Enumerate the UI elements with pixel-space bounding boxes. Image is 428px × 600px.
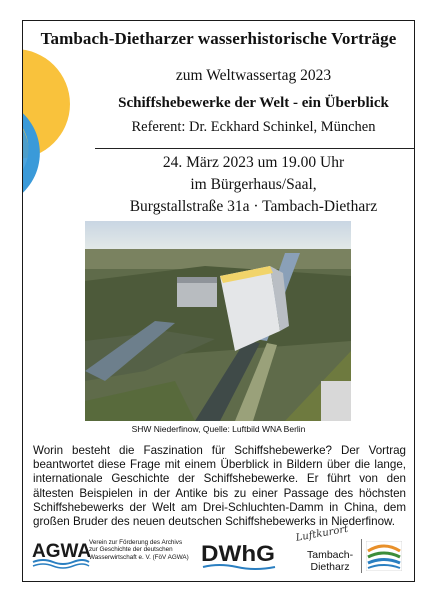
town-line-2: Dietharz [310, 561, 350, 573]
photo-caption: SHW Niederfinow, Quelle: Luftbild WNA Berlin [131, 424, 306, 434]
address-line: Burgstallstraße 31a · Tambach-Dietharz [129, 198, 378, 215]
venue-line: im Bürgerhaus/Saal, [190, 176, 317, 193]
agwa-logo-text: AGWA [32, 541, 91, 562]
ship-lift-photo [85, 221, 351, 421]
divider-line [95, 148, 414, 149]
date-time: 24. März 2023 um 19.00 Uhr [162, 154, 345, 171]
agwa-logo [31, 535, 91, 569]
town-name [307, 549, 353, 573]
description-paragraph: Worin besteht die Faszination für Schiffshebewerke? Der Vortrag beantwortet diese Frage mit einem Überblick in Bildern über die lange, internationale Geschichte der Schiffshebewerke. Er führt von den ältesten Beispielen in der Antike bis zu einer Passage des höchsten Schiffshebewerks der Welt am Drei-Schluchten-Damm in China, dem großen Bruder des neuen deutschen Schiffshebewerks in Niederfinow. [33, 444, 406, 529]
sponsor-footer [23, 523, 414, 581]
agwa-line-2: zur Geschichte der deutschen [89, 546, 173, 554]
dwhg-logo [199, 534, 279, 574]
sun-water-decoration [22, 49, 75, 199]
logo-divider [361, 539, 362, 573]
speaker-line: Referent: Dr. Eckhard Schinkel, München [131, 119, 376, 135]
lecture-title: Schiffshebewerke der Welt - ein Überblick [118, 95, 389, 111]
agwa-line-3: Wasserwirtschaft e. V. (FöV AGWA) [89, 553, 189, 561]
town-line-1: Tambach- [307, 549, 354, 561]
agwa-line-1: Verein zur Förderung des Archivs [89, 539, 183, 546]
series-title: Tambach-Dietharzer wasserhistorische Vorträge [40, 29, 397, 48]
luftkurort-script: Luftkurort [295, 523, 350, 544]
poster-frame [22, 20, 415, 582]
occasion-line: zum Weltwassertag 2023 [175, 67, 332, 84]
agwa-association-text [89, 539, 199, 561]
dwhg-logo-text: DWhG [201, 541, 275, 566]
tambach-dietharz-logo [366, 541, 402, 571]
